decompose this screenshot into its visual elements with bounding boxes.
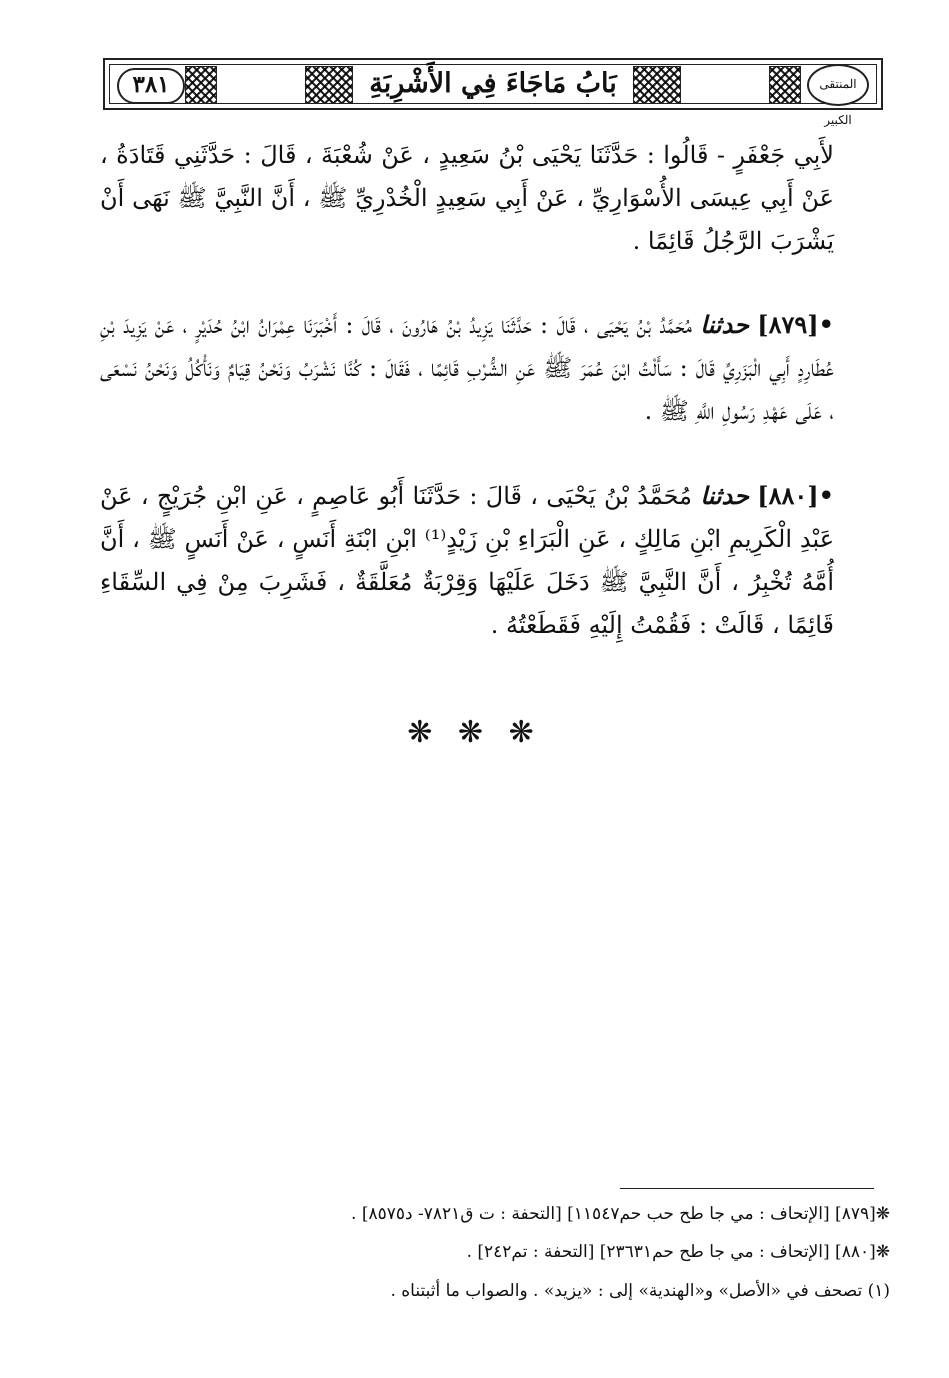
chapter-title: بَابُ مَاجَاءَ فِي الأَشْرِبَةِ <box>369 68 617 99</box>
hadith-lead-word: حدثنا <box>700 481 749 510</box>
footnote-1: (١) تصحف في «الأصل» و«الهندية» إلى : «يزيد» . والصواب ما أثبتناه . <box>390 1281 890 1301</box>
book-logo: المنتقى الكبير <box>807 64 869 106</box>
ornament-right-large <box>633 66 681 104</box>
hadith-number: •[٨٨٠] <box>757 481 834 510</box>
hadith-880 <box>100 474 834 647</box>
hadith-text: مُحَمَّدُ بْنُ يَحْيَى ، قَالَ : حَدَّثَنَا أَبُو عَاصِمٍ ، عَنِ ابْنِ جُرَيْجٍ ، عَنْ عَبْدِ الْكَرِيمِ ابْنِ مَالِكٍ ، عَنِ الْبَرَاءِ بْنِ زَيْدٍ⁽¹⁾ ابْنِ ابْنَةِ أَنَسٍ ، عَنْ أَنَسٍ ﷺ ، أَنَّ أُمَّهُ تُخْبِرُ ، أَنَّ النَّبِيَّ ﷺ دَخَلَ عَلَيْهَا وَقِرْبَةٌ مُعَلَّقَةٌ ، فَشَرِبَ مِنْ فِي السِّقَاءِ قَائِمًا ، قَالَتْ : فَقُمْتُ إِلَيْهِ فَقَطَعْتُهُ . <box>100 482 835 639</box>
hadith-text: مُحَمَّدُ بْنُ يَحْيَى ، قَالَ : حَدَّثَنَا يَزِيدُ بْنُ هَارُونَ ، قَالَ : أَخْبَرَنَا عِمْرَانُ ابْنُ حُدَيْرٍ ، عَنْ يَزِيدَ بْنِ عُطَارِدٍ أَبِي الْبَزَرِيِّ قَالَ : سَأَلْتُ ابْنَ عُمَرَ ﷺ عَنِ الشُّرْبِ قَائِمًا ، فَقَالَ : كُنَّا نَشْرَبُ وَنَحْنُ قِيَامٌ وَنَأْكُلُ وَنَحْنُ نَسْعَى ، عَلَى عَهْدِ رَسُولِ اللَّهِ ﷺ . <box>100 311 834 425</box>
page-header <box>103 58 883 127</box>
hadith-lead-word: حدثنا <box>700 310 749 339</box>
section-separator: ❋ ❋ ❋ <box>407 715 542 750</box>
page-number: ٣٨١ <box>117 68 185 104</box>
footnote-divider <box>620 1188 874 1189</box>
ornament-left-large <box>305 66 353 104</box>
paragraph-text: لأَبِي جَعْفَرٍ - قَالُوا : حَدَّثَنَا يَحْيَى بْنُ سَعِيدٍ ، عَنْ شُعْبَةَ ، قَالَ : حَدَّثَنِي قَتَادَةُ ، عَنْ أَبِي عِيسَى الأُسْوَارِيِّ ، عَنْ أَبِي سَعِيدٍ الْخُدْرِيِّ ﷺ ، أَنَّ النَّبِيَّ ﷺ نَهَى أَنْ يَشْرَبَ الرَّجُلُ قَائِمًا . <box>100 141 834 255</box>
footnote-879: ❋[٨٧٩] [الإتحاف : مي جا طح حب حم١١٥٤٧] [التحفة : ت ق٧٨٢١- د٨٥٧٥] . <box>351 1204 890 1224</box>
hadith-number: •[٨٧٩] <box>757 310 834 339</box>
ornament-right-small <box>769 66 801 104</box>
ornament-left-small <box>185 66 217 104</box>
paragraph-continuation <box>100 134 834 263</box>
hadith-879 <box>100 303 834 433</box>
footnote-880: ❋[٨٨٠] [الإتحاف : مي جا طح حم٢٣٦٣١] [التحفة : تم٢٤٢] . <box>466 1242 890 1262</box>
